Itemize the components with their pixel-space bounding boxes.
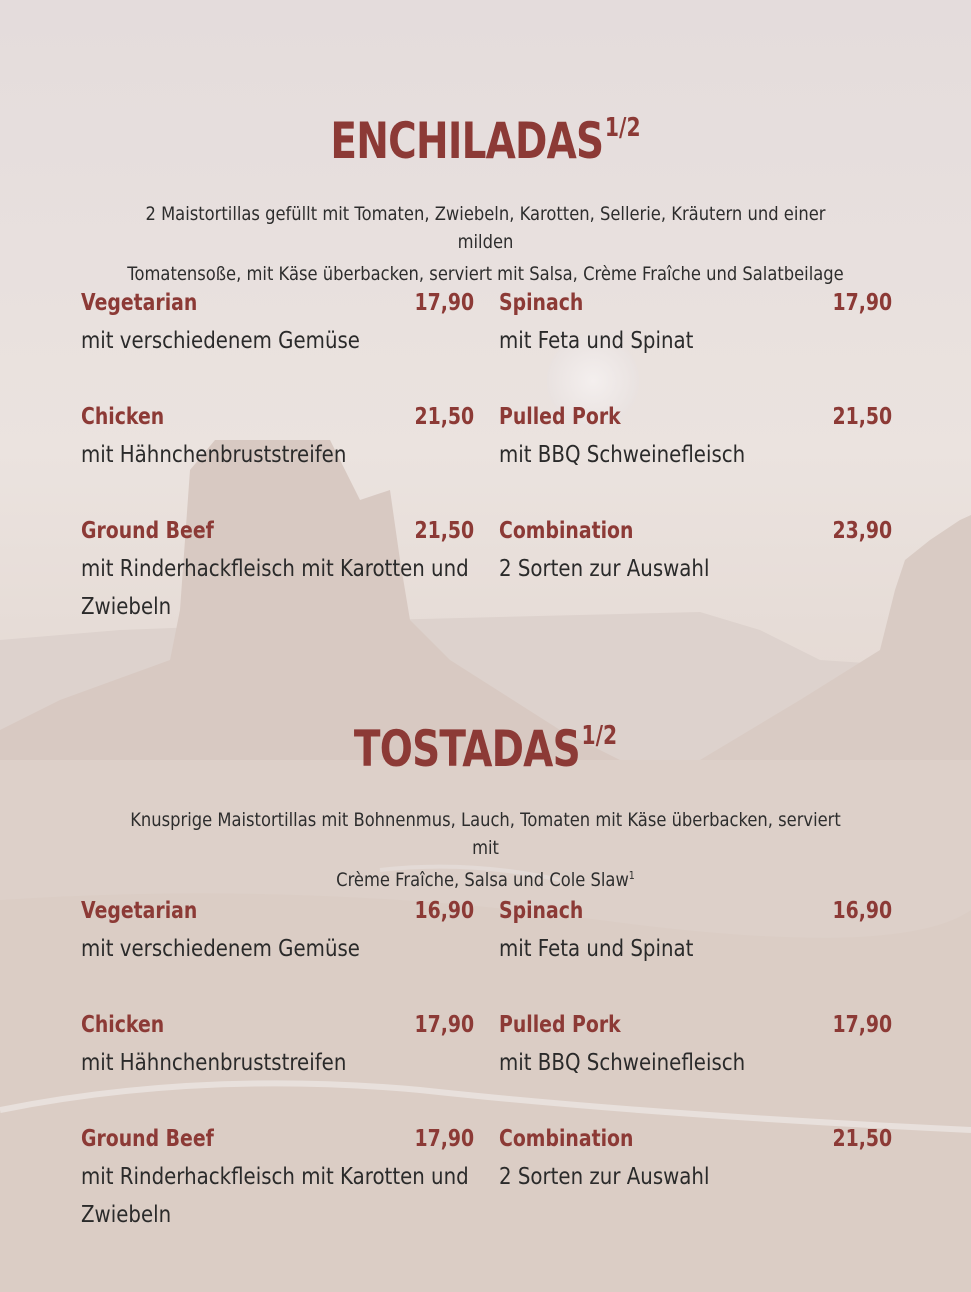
item-description: mit Rinderhackfleisch mit Karotten und Zwiebeln	[81, 1164, 469, 1228]
item-price: 21,50	[414, 404, 475, 430]
menu-item-enchiladas-spinach	[499, 288, 892, 360]
menu-item-enchiladas-ground-beef	[81, 516, 474, 626]
item-price: 21,50	[414, 518, 475, 544]
item-name: Chicken	[81, 404, 165, 430]
item-description: mit Hähnchenbruststreifen	[81, 442, 347, 468]
item-description: mit BBQ Schweinefleisch	[499, 1050, 746, 1076]
item-price: 16,90	[414, 898, 475, 924]
item-price: 21,50	[832, 404, 893, 430]
item-name: Spinach	[499, 290, 584, 316]
menu-item-enchiladas-pulled-pork	[499, 402, 892, 474]
item-price: 17,90	[414, 1126, 475, 1152]
item-description: mit BBQ Schweinefleisch	[499, 442, 746, 468]
item-description: mit Rinderhackfleisch mit Karotten und Zwiebeln	[81, 556, 469, 620]
section-title-enchiladas: $ENCHILADAS^{1/2}$	[330, 112, 641, 170]
item-description: mit verschiedenem Gemüse	[81, 328, 360, 354]
menu-item-enchiladas-combination	[499, 516, 892, 588]
item-price: 17,90	[414, 290, 475, 316]
section-description-tostadas: Knusprige Maistortillas mit Bohnenmus, Lauch, Tomaten mit Käse überbacken, serviert mit Crème Fraîche, Salsa und Cole Slaw$^1$	[130, 809, 841, 891]
item-price: 23,90	[832, 518, 893, 544]
item-price: 17,90	[832, 1012, 893, 1038]
item-description: mit Hähnchenbruststreifen	[81, 1050, 347, 1076]
item-description: mit Feta und Spinat	[499, 328, 694, 354]
item-name: Pulled Pork	[499, 404, 621, 430]
item-name: Chicken	[81, 1012, 165, 1038]
menu-item-tostadas-chicken	[81, 1010, 474, 1082]
menu-item-tostadas-spinach	[499, 896, 892, 968]
item-name: Spinach	[499, 898, 584, 924]
item-description: mit Feta und Spinat	[499, 936, 694, 962]
item-name: Combination	[499, 1126, 634, 1152]
item-description: 2 Sorten zur Auswahl	[499, 556, 710, 582]
item-name: Combination	[499, 518, 634, 544]
item-name: Ground Beef	[81, 1126, 214, 1152]
item-price: 16,90	[832, 898, 893, 924]
menu-item-tostadas-vegetarian	[81, 896, 474, 968]
item-name: Pulled Pork	[499, 1012, 621, 1038]
item-price: 21,50	[832, 1126, 893, 1152]
item-name: Vegetarian	[81, 898, 198, 924]
item-description: mit verschiedenem Gemüse	[81, 936, 360, 962]
item-price: 17,90	[832, 290, 893, 316]
menu-item-tostadas-pulled-pork	[499, 1010, 892, 1082]
item-description: 2 Sorten zur Auswahl	[499, 1164, 710, 1190]
section-description-enchiladas: 2 Maistortillas gefüllt mit Tomaten, Zwiebeln, Karotten, Sellerie, Kräutern und einer milden Tomatensoße, mit Käse überbacken, serviert mit Salsa, Crème Fraîche und Salatbeilage	[127, 203, 844, 285]
item-name: Vegetarian	[81, 290, 198, 316]
item-name: Ground Beef	[81, 518, 214, 544]
menu-item-tostadas-ground-beef	[81, 1124, 474, 1234]
menu-item-enchiladas-vegetarian	[81, 288, 474, 360]
menu-item-enchiladas-chicken	[81, 402, 474, 474]
menu-item-tostadas-combination	[499, 1124, 892, 1196]
item-price: 17,90	[414, 1012, 475, 1038]
section-title-tostadas: $TOSTADAS^{1/2}$	[353, 720, 618, 778]
